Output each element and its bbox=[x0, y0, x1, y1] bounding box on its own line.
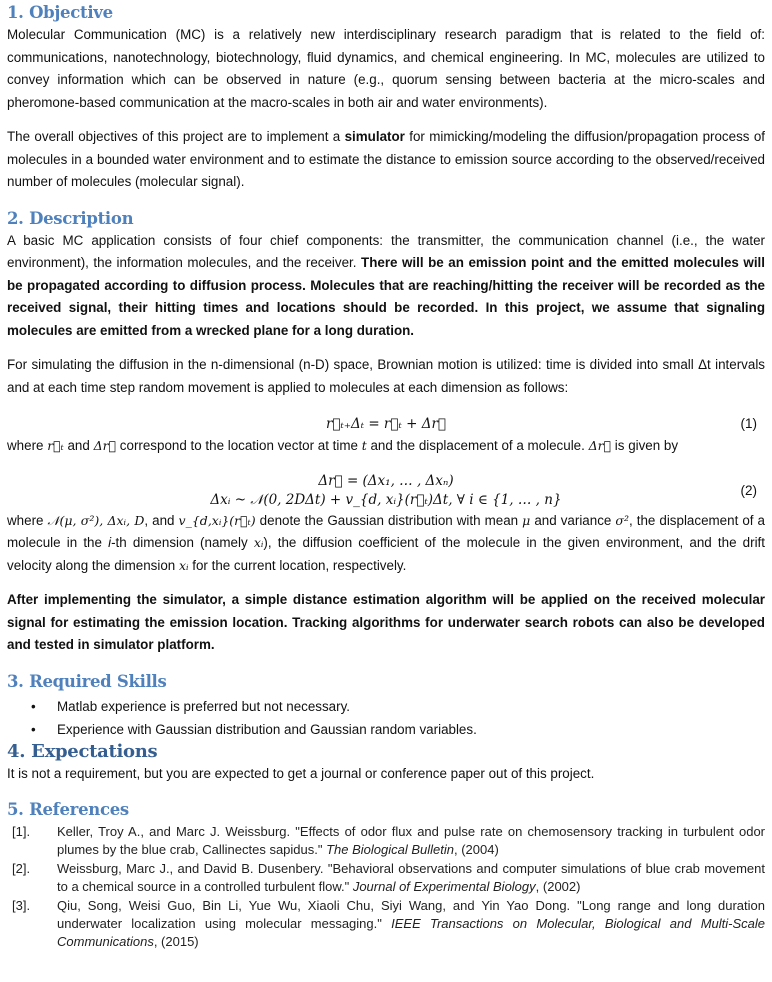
equation-2-number: (2) bbox=[740, 482, 757, 498]
reference-journal: Journal of Experimental Biology bbox=[352, 879, 536, 894]
text-run: and variance bbox=[530, 512, 616, 528]
reference-text: Qiu, Song, Weisi Guo, Bin Li, Yue Wu, Xiaoli Chu, Siyi Wang, and Yin Yao Dong. "Long range and long duration underwater localization using molecular messaging." bbox=[57, 898, 765, 931]
reference-number: [3]. bbox=[12, 898, 31, 913]
reference-year: , (2015) bbox=[153, 934, 199, 949]
reference-text: Keller, Troy A., and Marc J. Weissburg. "Effects of odor flux and pulse rate on chemosensory tracking in turbulent odor plumes by the blue crab, Callinectes sapidus." bbox=[57, 824, 765, 857]
text-run: A basic MC application consists of four chief components: the transmitter, the communication channel (i.e., the water environment), the information molecules, and the receiver. bbox=[7, 232, 765, 270]
bullet-icon: • bbox=[31, 698, 36, 714]
text-run: -th dimension (namely bbox=[111, 535, 254, 550]
reference-item bbox=[7, 897, 765, 951]
list-item bbox=[7, 695, 765, 718]
objective-paragraph-1: Molecular Communication (MC) is a relatively new interdisciplinary research paradigm that is related to the field of: communications, nanotechnology, biotechnology, fluid dynamics, and chemical engineering. In MC, molecules are utilized to convey information which can be observed in nature (e.g., quorum sensing between bacteria at the micro-scales and pheromone-based communication at the macro-scales in both air and water environments). bbox=[7, 27, 765, 110]
text-run: correspond to the location vector at time bbox=[116, 438, 362, 453]
description-paragraph-3 bbox=[7, 435, 765, 458]
math-run: σ² bbox=[615, 512, 629, 528]
list-item bbox=[7, 718, 765, 741]
text-run: denote the Gaussian distribution with mean bbox=[255, 512, 523, 528]
italic-run: i bbox=[108, 535, 112, 550]
description-paragraph-5 bbox=[7, 589, 765, 657]
equation-2-line-2: Δxᵢ ~ 𝒩(0, 2DΔt) + v_{d, xᵢ}(r⃗ₜ)Δt, ∀ i ∈ {1, … , n} bbox=[210, 491, 562, 508]
equation-1 bbox=[7, 413, 765, 435]
reference-text: Weissburg, Marc J., and David B. Dusenbery. "Behavioral observations and computer simulations of blue crab movement to a chemical source in a controlled turbulent flow." bbox=[57, 861, 765, 894]
reference-number: [2]. bbox=[12, 861, 31, 876]
skills-list bbox=[7, 695, 765, 741]
text-run: for mimicking/modeling the diffusion/propagation process of molecules in a bounded water environment and to estimate the distance to emission source according to the observed/received number of molecules (molecular signal). bbox=[7, 129, 765, 189]
text-run: where bbox=[7, 438, 48, 453]
skill-text: Matlab experience is preferred but not necessary. bbox=[57, 698, 351, 714]
heading-required-skills: 3. Required Skills bbox=[7, 671, 167, 691]
text-run: , and bbox=[144, 512, 179, 528]
reference-number: [1]. bbox=[12, 824, 31, 839]
text-run: where bbox=[7, 512, 48, 528]
description-paragraph-1 bbox=[7, 230, 765, 343]
reference-year: , (2004) bbox=[454, 842, 499, 857]
heading-expectations: 4. Expectations bbox=[7, 740, 158, 762]
math-run: Δr⃗ bbox=[93, 438, 117, 453]
math-run: 𝒩(μ, σ²), Δxᵢ, D bbox=[47, 512, 145, 528]
reference-item bbox=[7, 860, 765, 896]
math-run: t bbox=[361, 438, 367, 453]
description-paragraph-4 bbox=[7, 510, 765, 578]
skill-text: Experience with Gaussian distribution and Gaussian random variables. bbox=[57, 721, 477, 737]
text-run: and bbox=[63, 438, 94, 453]
math-run: μ bbox=[522, 512, 531, 528]
reference-year: , (2002) bbox=[535, 879, 581, 894]
math-run: Δr⃗ bbox=[588, 438, 612, 453]
description-paragraph-2: For simulating the diffusion in the n-dimensional (n-D) space, Brownian motion is utilized: time is divided into small Δt intervals and at each time step random movement is applied to molecules at each dimension as follows: bbox=[7, 357, 765, 395]
reference-item bbox=[7, 823, 765, 859]
bold-text-run: After implementing the simulator, a simple distance estimation algorithm will be applied on the received molecular signal for estimating the emission location. Tracking algorithms for underwater search robots can also be developed and tested in simulator platform. bbox=[7, 592, 765, 652]
equation-1-body: r⃗ₜ₊Δₜ = r⃗ₜ + Δr⃗ bbox=[325, 416, 447, 432]
simulator-emphasis: simulator bbox=[344, 129, 405, 144]
text-run: for the current location, respectively. bbox=[188, 557, 407, 573]
text-run: and the displacement of a molecule. bbox=[366, 438, 589, 453]
text-run: ), the diffusion coefficient of the molecule in the given environment, and the drift velocity along the dimension bbox=[7, 535, 765, 573]
equation-2 bbox=[7, 472, 765, 510]
heading-references: 5. References bbox=[7, 800, 129, 819]
reference-journal: IEEE Transactions on Molecular, Biological and Multi-Scale Communications bbox=[57, 916, 765, 949]
text-run: is given by bbox=[611, 438, 679, 453]
text-run: , the displacement of a molecule in the bbox=[7, 512, 765, 550]
bullet-icon: • bbox=[31, 721, 36, 737]
math-run: xᵢ bbox=[253, 535, 264, 550]
expectations-paragraph: It is not a requirement, but you are expected to get a journal or conference paper out of this project. bbox=[7, 765, 595, 781]
heading-objective: 1. Objective bbox=[7, 3, 113, 22]
math-run: r⃗ₜ bbox=[47, 438, 64, 453]
equation-2-line-1: Δr⃗ = (Δx₁, … , Δxₙ) bbox=[318, 472, 454, 489]
text-run: The overall objectives of this project are to implement a bbox=[7, 129, 345, 144]
math-run: xᵢ bbox=[178, 557, 189, 573]
references-list bbox=[7, 823, 765, 951]
equation-1-number: (1) bbox=[740, 416, 757, 431]
bold-text-run: There will be an emission point and the emitted molecules will be propagated according to diffusion process. Molecules that are reaching/hitting the receiver will be recorded as the received signal, their hitting times and locations should be recorded. In this project, we assume that signaling molecules are emitted from a wrecked plane for a long duration. bbox=[7, 255, 765, 338]
heading-description: 2. Description bbox=[7, 208, 134, 228]
math-run: v_{d,xᵢ}(r⃗ₜ) bbox=[178, 512, 256, 528]
objective-paragraph-2 bbox=[7, 126, 765, 194]
reference-journal: The Biological Bulletin bbox=[326, 842, 454, 857]
document-page bbox=[7, 0, 765, 952]
